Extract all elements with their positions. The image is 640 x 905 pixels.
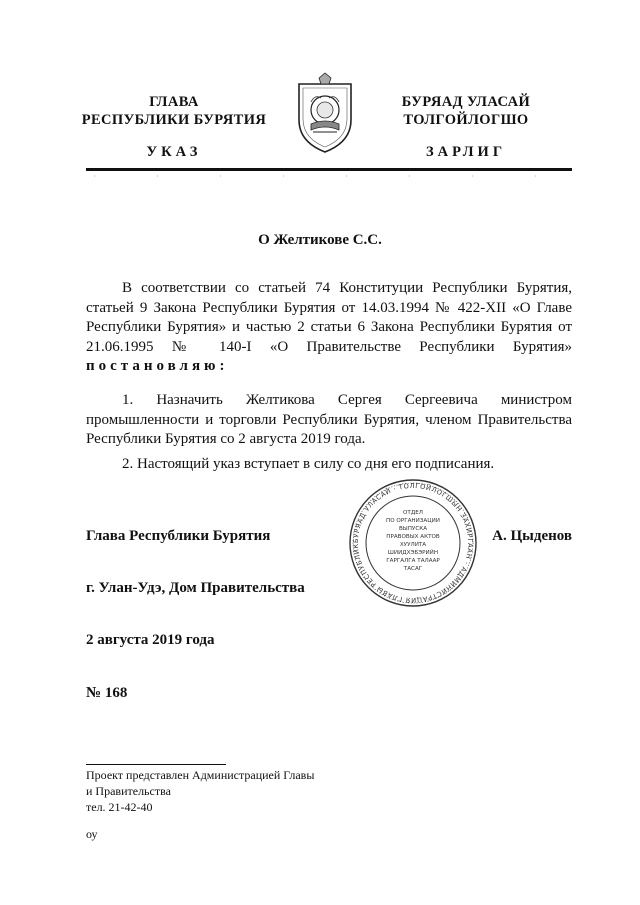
preamble-text: В соответствии со статьей 74 Конституции Республики Бурятия, статьей 9 Закона Республики Бурятия от 14.03.1994 № 422-XII «О Главе Республики Бурятия» и частью 2 статьи 6 Закона Республики Бурятия от 21.06.1995 № 140-I «О Правительстве Республики Бурятия»: [86, 280, 572, 355]
footer-initials: оу: [86, 827, 98, 841]
item-1-paragraph: [86, 391, 572, 450]
svg-text:БУРЯАД УЛАСАЙ · ТОЛГОЙЛОГШЫН З: [342, 478, 474, 604]
header-right-line2: ТОЛГОЙЛОГШО: [403, 112, 529, 128]
header-right-doc-type: ЗАРЛИГ: [425, 144, 507, 160]
stamp-line-3: ВЫПУСКА: [398, 526, 428, 532]
stamp-line-7: ГАРГАЛГА ТАЛААР: [386, 558, 440, 564]
stamp-line-4: ПРАВОВЫХ АКТОВ: [386, 534, 440, 540]
footer-phone: тел. 21-42-40: [86, 800, 153, 814]
signing-place: г. Улан-Удэ, Дом Правительства: [86, 580, 305, 596]
item-1-text: 1. Назначить Желтикова Сергея Сергеевича министром промышленности и торговли Республики Бурятия, членом Правительства Республики Бурятия со 2 августа 2019 года.: [86, 392, 572, 447]
item-2-paragraph: [86, 455, 572, 475]
signature-position: Глава Республики Бурятия: [86, 528, 271, 544]
preamble-paragraph: [86, 279, 572, 377]
stamp-line-6: ШИИДХЭБЭРИЙН: [387, 550, 439, 556]
header-left-line1: ГЛАВА: [149, 94, 199, 110]
footer-line-2: и Правительства: [86, 784, 171, 798]
stamp-line-8: ТАСАГ: [403, 566, 423, 572]
stamp-ring-text: БУРЯАД УЛАСАЙ · ТОЛГОЙЛОГШЫН ЗАХИРГААН · АДМИНИСТРАЦИЯ ГЛАВЫ РЕСПУБЛИК: [351, 481, 475, 605]
footer-rule: [86, 764, 226, 765]
stamp-line-1: ОТДЕЛ: [403, 510, 423, 516]
decree-number: № 168: [86, 685, 128, 701]
header-divider: [86, 168, 572, 171]
stamp-line-5: ХУУЛИТА: [399, 542, 427, 548]
signing-date: 2 августа 2019 года: [86, 632, 215, 648]
official-stamp: [342, 478, 484, 608]
stamp-line-2: ПО ОРГАНИЗАЦИИ: [386, 518, 440, 524]
decree-title: О Желтикове С.С.: [258, 232, 382, 248]
header-right-line1: БУРЯАД УЛАСАЙ: [401, 94, 531, 110]
footer-line-1: Проект представлен Администрацией Главы: [86, 768, 315, 782]
coat-of-arms-emblem: [293, 72, 357, 154]
item-2-text: 2. Настоящий указ вступает в силу со дня его подписания.: [122, 456, 495, 472]
header-dotted-line: [86, 174, 572, 178]
header-left-doc-type: УКАЗ: [146, 144, 202, 160]
header-left-line2: РЕСПУБЛИКИ БУРЯТИЯ: [81, 112, 267, 128]
signature-name: А. Цыденов: [492, 528, 572, 544]
decree-word: постановляю:: [86, 358, 229, 374]
